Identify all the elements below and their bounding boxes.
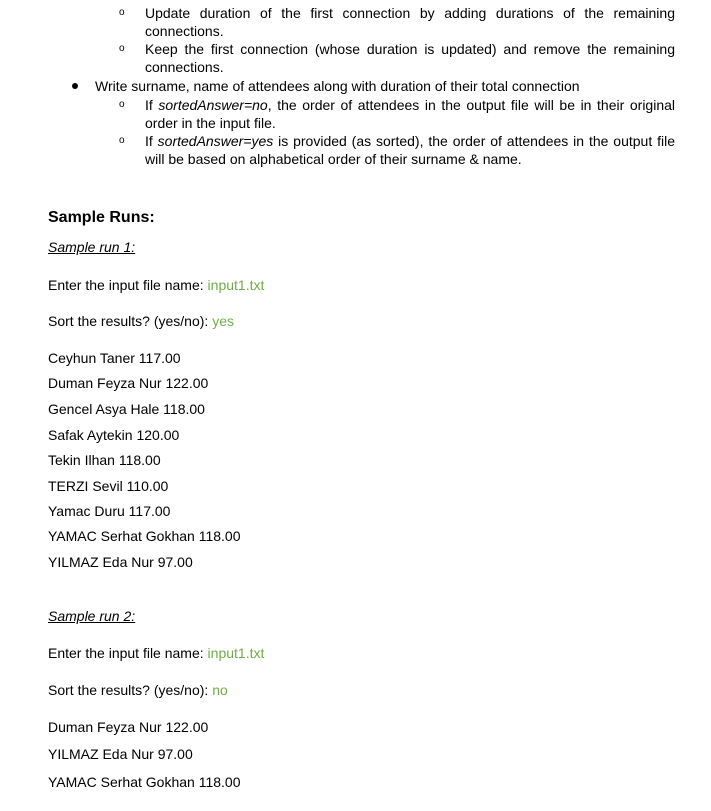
file-input-value: input1.txt <box>207 277 265 293</box>
main-bullet-text: Write surname, name of attendees along with duration of their total connection <box>95 78 580 94</box>
sub-bullet-code: sortedAnswer=yes <box>157 133 274 149</box>
sub-bullet-prefix: If <box>145 97 159 113</box>
run1-output-line: Duman Feyza Nur 122.00 <box>48 375 209 391</box>
sample-runs-heading: Sample Runs: <box>48 209 155 226</box>
sub-bullet-text <box>145 132 675 168</box>
file-input-value: input1.txt <box>207 645 265 661</box>
sort-prompt: Sort the results? (yes/no): <box>48 682 213 698</box>
run1-output-line: TERZI Sevil 110.00 <box>48 478 169 494</box>
run1-output-line: Safak Aytekin 120.00 <box>48 427 180 443</box>
disc-bullet-icon <box>72 83 78 89</box>
run1-sort-prompt-line <box>48 312 234 330</box>
hollow-circle-bullet-icon: o <box>119 135 125 146</box>
sample-run-2-title: Sample run 2: <box>48 608 136 624</box>
sort-input-value: no <box>212 682 228 698</box>
run2-output-line: Duman Feyza Nur 122.00 <box>48 719 209 735</box>
sub-bullet-text: Keep the first connection (whose duration is updated) and remove the remaining connections. <box>145 41 675 75</box>
run1-output-line: Ceyhun Taner 117.00 <box>48 350 181 366</box>
sub-bullet-rest: is provided (as sorted), the order of attendees in the output file will be based on alphabetical order of their surname & name. <box>145 133 675 167</box>
hollow-circle-bullet-icon: o <box>119 99 125 110</box>
run1-output-line: Gencel Asya Hale 118.00 <box>48 401 205 417</box>
run1-output-line: Tekin Ilhan 118.00 <box>48 452 161 468</box>
run1-output-line: YILMAZ Eda Nur 97.00 <box>48 554 193 570</box>
sort-prompt: Sort the results? (yes/no): <box>48 313 213 329</box>
run2-file-prompt-line <box>48 644 264 662</box>
run1-output-line: Yamac Duru 117.00 <box>48 503 171 519</box>
sample-run-1-title: Sample run 1: <box>48 239 136 255</box>
sub-bullet-rest: , the order of attendees in the output file will be in their original order in the input file. <box>145 97 676 131</box>
run2-output-line: YILMAZ Eda Nur 97.00 <box>48 746 193 762</box>
hollow-circle-bullet-icon: o <box>119 7 125 18</box>
run2-output-line: YAMAC Serhat Gokhan 118.00 <box>48 774 241 790</box>
sub-bullet-text <box>145 96 675 132</box>
hollow-circle-bullet-icon: o <box>119 43 125 54</box>
sort-input-value: yes <box>212 313 234 329</box>
run2-sort-prompt-line <box>48 681 228 699</box>
file-prompt: Enter the input file name: <box>48 277 208 293</box>
sub-bullet-prefix: If <box>145 133 158 149</box>
run1-output-line: YAMAC Serhat Gokhan 118.00 <box>48 528 241 544</box>
run1-file-prompt-line <box>48 276 264 294</box>
sub-bullet-code: sortedAnswer=no <box>158 97 268 113</box>
file-prompt: Enter the input file name: <box>48 645 208 661</box>
sub-bullet-text: Update duration of the first connection by adding durations of the remaining connections. <box>145 5 675 39</box>
